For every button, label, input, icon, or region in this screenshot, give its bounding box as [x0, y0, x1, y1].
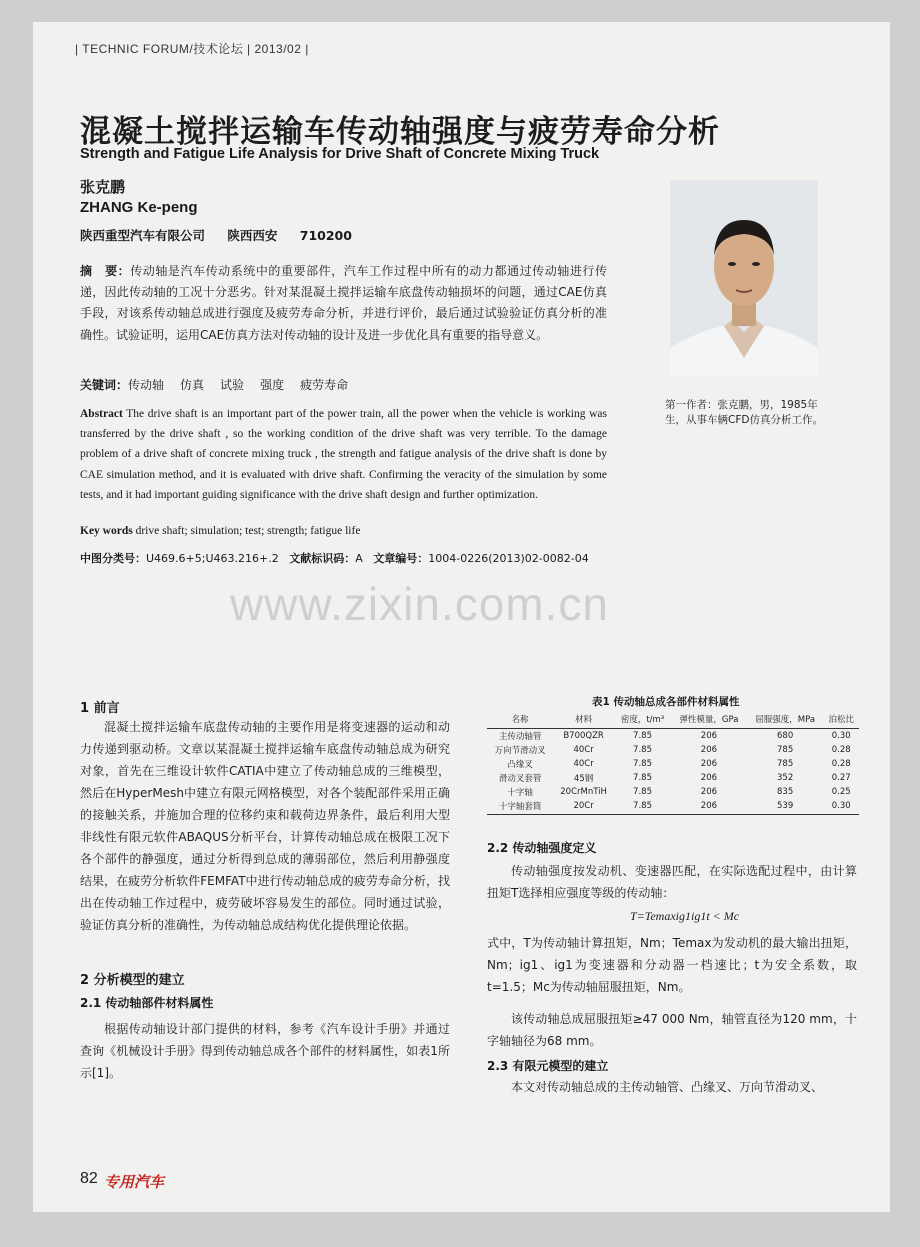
table-row [487, 771, 859, 785]
table-cell: 0.30 [823, 799, 859, 815]
doc-code-label: 文献标识码： [289, 552, 356, 565]
author-name-english: ZHANG Ke-peng [80, 199, 198, 216]
table-row [487, 757, 859, 771]
abstract-en-label: Abstract [80, 408, 123, 420]
affiliation-postcode: 710200 [299, 228, 352, 243]
keyword: 传动轴 [128, 378, 165, 392]
table-cell: 539 [747, 799, 824, 815]
table-cell: 206 [700, 773, 718, 783]
clc-label: 中图分类号： [80, 552, 146, 565]
table-cell: 40Cr [573, 759, 594, 769]
table-header-cell: 名称 [487, 710, 553, 729]
section-2-1-text: 根据传动轴设计部门提供的材料，参考《汽车设计手册》并通过查询《机械设计手册》得到传动轴总成各个部件的材料属性，如表1所示[1]。 [80, 1022, 450, 1080]
classification-line [80, 550, 589, 566]
table-header-cell: 泊松比 [823, 710, 859, 729]
keyword: 疲劳寿命 [300, 378, 349, 392]
table-cell: 0.28 [831, 759, 851, 769]
keywords-en-text: drive shaft; simulation; test; strength; fatigue life [135, 525, 361, 537]
table-cell: 20CrMnTiH [560, 787, 607, 797]
clc-value: U469.6+5;U463.216+.2 [146, 552, 279, 565]
table-1-title: 表1 传动轴总成各部件材料属性 [592, 696, 740, 708]
doc-code-value: A [355, 552, 363, 565]
table-cell: B700QZR [563, 731, 604, 741]
abstract-cn-text: 传动轴是汽车传动系统中的重要部件，汽车工作过程中所有的动力都通过传动轴进行传递，因此传动轴的工况十分恶劣。针对某混凝土搅拌运输车底盘传动轴损坏的问题，通过CAE仿真手段，对该系传动轴总成进行强度及疲劳寿命分析，并进行评价，最后通过试验验证仿真分析的准确性。试验证明，运用CAE仿真方法对传动轴的设计及进一步优化具有重要的指导意义。 [80, 264, 607, 342]
table-cell: 0.27 [831, 773, 851, 783]
table-header-cell: 密度，t/m³ [614, 710, 671, 729]
table-cell: 7.85 [633, 745, 652, 755]
table-cell: 凸缘叉 [507, 760, 533, 770]
keyword: 试验 [220, 378, 245, 392]
table-cell: 835 [777, 787, 794, 797]
author-name-chinese: 张克鹏 [80, 178, 126, 196]
section-2-heading: 2 分析模型的建立 [80, 973, 185, 988]
table-cell: 206 [700, 787, 718, 797]
abstract-cn-label: 摘 要： [80, 264, 131, 278]
title-chinese: 混凝土搅拌运输车传动轴强度与疲劳寿命分析 [80, 114, 720, 150]
table-cell: 206 [700, 759, 718, 769]
table-cell: 7.85 [633, 759, 652, 769]
page-number: 82 [80, 1170, 98, 1187]
section-2-2-text-3: 该传动轴总成屈服扭矩≥47 000 Nm，轴管直径为120 mm，十字轴轴径为68 mm。 [487, 1012, 857, 1048]
section-2-1-heading: 2.1 传动轴部件材料属性 [80, 996, 214, 1010]
author-caption: 第一作者：张克鹏，男，1985年生，从事车辆CFD仿真分析工作。 [665, 399, 823, 426]
table-header-cell: 材料 [553, 710, 614, 729]
keywords-cn-label: 关键词： [80, 378, 129, 392]
table-cell: 785 [777, 745, 794, 755]
table-cell: 40Cr [573, 745, 594, 755]
affiliation-city: 陕西西安 [227, 228, 278, 243]
affiliation-org: 陕西重型汽车有限公司 [80, 228, 206, 243]
section-2-3-text: 本文对传动轴总成的主传动轴管、凸缘叉、万向节滑动叉、 [511, 1080, 824, 1094]
table-row [487, 785, 859, 799]
table-cell: 680 [777, 731, 794, 741]
article-no-label: 文章编号： [373, 552, 429, 565]
table-row [487, 729, 859, 744]
table-cell: 20Cr [553, 799, 614, 815]
keyword: 仿真 [180, 378, 205, 392]
abstract-english [80, 404, 607, 505]
table-cell: 万向节滑动叉 [494, 746, 546, 756]
title-english: Strength and Fatigue Life Analysis for Drive Shaft of Concrete Mixing Truck [80, 146, 600, 162]
table-cell: 352 [777, 773, 794, 783]
table-cell: 0.25 [831, 787, 851, 797]
table-cell: 十字轴套筒 [487, 799, 553, 815]
table-cell: 7.85 [614, 799, 671, 815]
author-portrait-image [670, 180, 818, 376]
section-2-3-heading: 2.3 有限元模型的建立 [487, 1059, 609, 1073]
table-cell: 7.85 [633, 773, 652, 783]
section-1-heading: 1 前言 [80, 701, 120, 716]
article-no-value: 1004-0226(2013)02-0082-04 [428, 552, 589, 565]
equation-1: T=Temaxig1ig1t < Mc [630, 909, 740, 923]
affiliation [80, 226, 370, 244]
table-row [487, 743, 859, 757]
section-1-text: 混凝土搅拌运输车底盘传动轴的主要作用是将变速器的运动和动力传递到驱动桥。文章以某混凝土搅拌运输车底盘传动轴总成为研究对象，首先在三维设计软件CATIA中建立了传动轴总成的三维模型，然后在HyperMesh中建立有限元网格模型，对各个装配部件采用正确的接触关系，并施加合理的位移约束和载荷边界条件，最后利用大型非线性有限元软件ABAQUS分析平台，计算传动轴总成在极限工况下各个部件的静强度，通过分析得到总成的薄弱部位，然后利用静强度结果，在疲劳分析软件FEMFAT中进行传动轴总成的疲劳寿命分析，找出在传动轴工作过程中，疲劳破坏容易发生的部位。同时通过试验，验证仿真分析的准确性，为传动轴总成结构优化提供理论依据。 [80, 720, 450, 932]
table-cell: 0.28 [831, 745, 851, 755]
watermark: www.zixin.com.cn [230, 578, 609, 630]
table-header-cell: 屈服强度，MPa [747, 710, 824, 729]
section-2-2-text-2: 式中，T为传动轴计算扭矩，Nm；Temax为发动机的最大输出扭矩，Nm；ig1、ig1为变速器和分动器一档速比；t为安全系数，取t=1.5；Mc为传动轴屈服扭矩，Nm。 [487, 936, 857, 994]
table-cell: 206 [700, 731, 718, 741]
keywords-chinese [80, 376, 364, 393]
table-cell: 滑动叉套管 [498, 774, 542, 784]
table-cell: 785 [777, 759, 794, 769]
keyword: 强度 [260, 378, 285, 392]
section-2-2-text-1: 传动轴强度按发动机、变速器匹配，在实际选配过程中，由计算扭矩T选择相应强度等级的传动轴： [487, 864, 857, 900]
table-cell: 45钢 [573, 774, 594, 784]
table-cell: 7.85 [633, 787, 652, 797]
material-table [487, 710, 859, 815]
table-cell: 0.30 [831, 731, 851, 741]
abstract-en-text: The drive shaft is an important part of the power train, all the power when the vehicle is working was transferred by the drive shaft , so the working condition of the drive shaft was very terrible. To the damage problem of a drive shaft of concrete mixing truck , the strength and fatigue analysis of the drive shaft is done by CAE simulation method, and it is evaluated with drive shaft. Confirming the veracity of the simulation by some tests, and it had important guiding significance with the drive shaft design and further optimization. [80, 408, 608, 501]
table-cell: 十字轴 [507, 788, 533, 798]
abstract-chinese [80, 261, 607, 346]
table-header-cell: 弹性模量，GPa [671, 710, 747, 729]
table-cell: 7.85 [633, 731, 652, 741]
author-photo [670, 180, 818, 376]
table-row [487, 799, 859, 815]
keywords-english [80, 525, 360, 537]
table-header-row [487, 710, 859, 729]
journal-logo: 专用汽车 [104, 1173, 165, 1191]
keywords-en-label: Key words [80, 525, 133, 537]
table-cell: 206 [700, 745, 718, 755]
table-cell: 206 [671, 799, 747, 815]
table-cell: 主传动轴管 [498, 732, 542, 742]
section-2-2-heading: 2.2 传动轴强度定义 [487, 841, 597, 855]
running-header: | TECHNIC FORUM/技术论坛 | 2013/02 | [75, 42, 309, 56]
